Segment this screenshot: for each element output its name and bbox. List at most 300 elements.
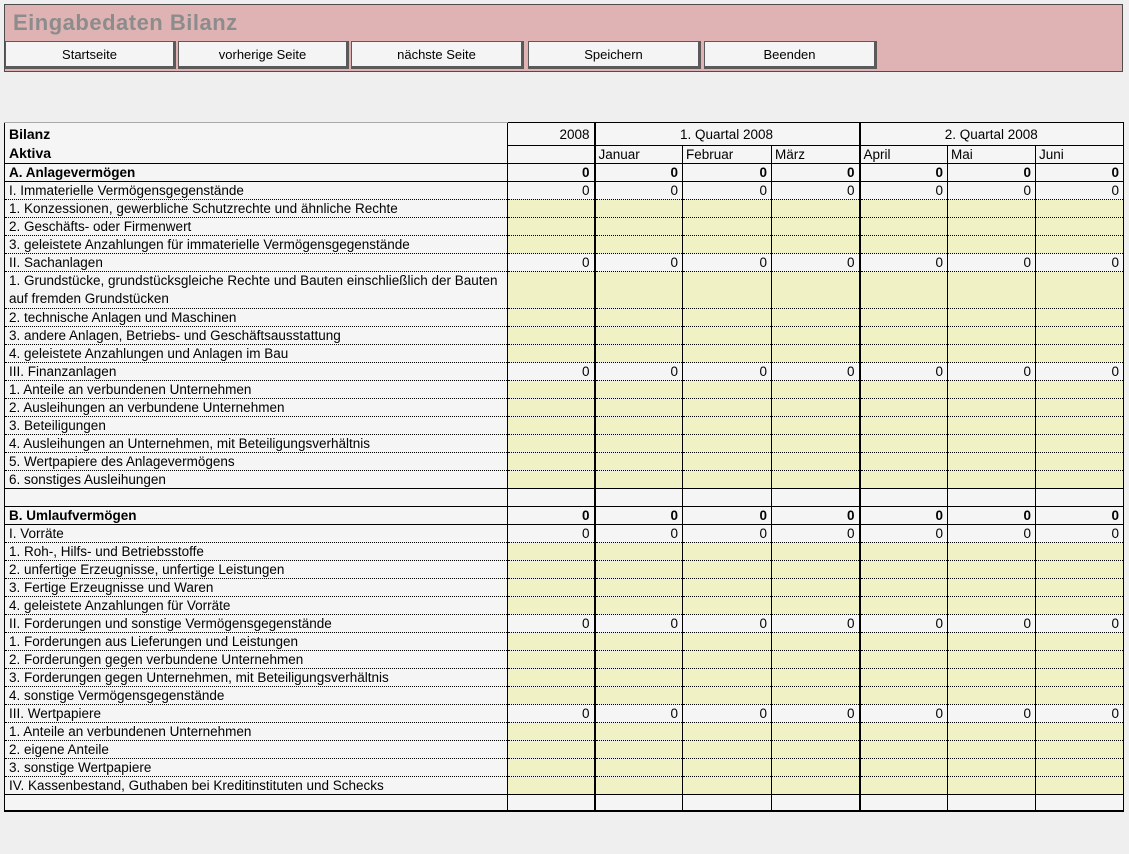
input-cell[interactable] [860,236,948,254]
input-cell[interactable] [1036,777,1124,795]
value-cell: 0 [860,182,948,200]
input-cell[interactable] [1036,399,1124,417]
table-row [5,579,1124,597]
input-cell[interactable] [683,435,772,453]
input-cell[interactable] [1036,543,1124,561]
input-cell[interactable] [1036,272,1124,309]
value-cell [772,795,860,811]
value-cell [508,489,595,507]
value-cell: 0 [948,705,1036,723]
input-cell[interactable] [683,777,772,795]
input-cell[interactable] [508,218,595,236]
input-cell[interactable] [508,435,595,453]
input-cell[interactable] [948,741,1036,759]
value-cell: 0 [683,507,772,525]
input-cell[interactable] [595,597,683,615]
command-panel [4,4,1123,72]
input-cell[interactable] [948,200,1036,218]
value-cell: 0 [948,507,1036,525]
input-cell[interactable] [948,381,1036,399]
input-cell[interactable] [772,597,860,615]
value-cell: 0 [772,615,860,633]
year-header-cell: 2008 [508,123,595,146]
input-cell[interactable] [683,399,772,417]
value-cell [595,795,683,811]
input-cell[interactable] [772,669,860,687]
row-label: B. Umlaufvermögen [5,507,508,525]
input-cell[interactable] [683,236,772,254]
table-row [5,651,1124,669]
input-cell[interactable] [860,741,948,759]
value-cell: 0 [595,164,683,182]
input-cell[interactable] [683,471,772,489]
input-cell[interactable] [683,561,772,579]
row-label: 3. Beteiligungen [5,417,508,435]
input-cell[interactable] [595,777,683,795]
input-cell[interactable] [508,669,595,687]
value-cell: 0 [508,525,595,543]
input-cell[interactable] [772,723,860,741]
sheet-title: Bilanz [9,126,51,142]
input-cell[interactable] [772,561,860,579]
input-cell[interactable] [860,471,948,489]
input-cell[interactable] [772,777,860,795]
input-cell[interactable] [860,399,948,417]
input-cell[interactable] [860,543,948,561]
value-cell: 0 [948,164,1036,182]
table-row [5,723,1124,741]
row-label: III. Wertpapiere [5,705,508,723]
input-cell[interactable] [1036,345,1124,363]
row-label: A. Anlagevermögen [5,164,508,182]
input-cell[interactable] [860,579,948,597]
input-cell[interactable] [772,633,860,651]
value-cell: 0 [508,363,595,381]
input-cell[interactable] [595,471,683,489]
input-cell[interactable] [860,345,948,363]
input-cell[interactable] [772,435,860,453]
value-cell: 0 [860,615,948,633]
value-cell [683,489,772,507]
input-cell[interactable] [683,218,772,236]
value-cell: 0 [1036,182,1124,200]
page-title: Eingabedaten Bilanz [13,10,238,35]
input-cell[interactable] [508,381,595,399]
input-cell[interactable] [1036,417,1124,435]
input-cell[interactable] [948,309,1036,327]
value-cell: 0 [508,705,595,723]
input-cell[interactable] [508,417,595,435]
row-label [5,795,508,811]
value-cell: 0 [860,507,948,525]
input-cell[interactable] [508,723,595,741]
row-label: IV. Kassenbestand, Guthaben bei Kreditinstituten und Schecks [5,777,508,795]
input-cell[interactable] [508,309,595,327]
row-label: 5. Wertpapiere des Anlagevermögens [5,453,508,471]
input-cell[interactable] [683,381,772,399]
input-cell[interactable] [595,272,683,309]
table-row [5,561,1124,579]
input-cell[interactable] [683,669,772,687]
table-row [5,795,1124,811]
sheet-subtitle: Aktiva [9,145,52,161]
row-label: 4. geleistete Anzahlungen und Anlagen im Bau [5,345,508,363]
input-cell[interactable] [1036,381,1124,399]
value-cell [508,795,595,811]
row-label: 4. Ausleihungen an Unternehmen, mit Beteiligungsverhältnis [5,435,508,453]
table-row [5,182,1124,200]
input-cell[interactable] [860,327,948,345]
input-cell[interactable] [595,309,683,327]
value-cell [1036,795,1124,811]
input-cell[interactable] [508,345,595,363]
input-cell[interactable] [860,633,948,651]
row-label: 2. Ausleihungen an verbundene Unternehmen [5,399,508,417]
input-cell[interactable] [595,759,683,777]
input-cell[interactable] [1036,453,1124,471]
input-cell[interactable] [595,236,683,254]
input-cell[interactable] [948,345,1036,363]
table-row [5,272,1124,309]
row-label: II. Forderungen und sonstige Vermögensgegenstände [5,615,508,633]
input-cell[interactable] [508,200,595,218]
value-cell: 0 [595,525,683,543]
input-cell[interactable] [1036,741,1124,759]
table-row [5,543,1124,561]
table-row [5,327,1124,345]
value-cell [595,489,683,507]
input-cell[interactable] [948,272,1036,309]
table-row [5,615,1124,633]
input-cell[interactable] [1036,597,1124,615]
input-cell[interactable] [948,633,1036,651]
input-cell[interactable] [595,669,683,687]
value-cell: 0 [1036,164,1124,182]
input-cell[interactable] [948,723,1036,741]
input-cell[interactable] [948,453,1036,471]
input-cell[interactable] [1036,236,1124,254]
input-cell[interactable] [772,309,860,327]
row-label: 2. unfertige Erzeugnisse, unfertige Leistungen [5,561,508,579]
input-cell[interactable] [948,597,1036,615]
table-row [5,507,1124,525]
input-cell[interactable] [772,272,860,309]
input-cell[interactable] [948,218,1036,236]
save-button[interactable]: Speichern [528,41,701,69]
input-cell[interactable] [948,417,1036,435]
input-cell[interactable] [683,723,772,741]
input-cell[interactable] [1036,687,1124,705]
input-cell[interactable] [508,471,595,489]
input-cell[interactable] [683,272,772,309]
value-cell: 0 [508,182,595,200]
input-cell[interactable] [508,759,595,777]
table-row [5,363,1124,381]
value-cell [860,795,948,811]
input-cell[interactable] [683,417,772,435]
row-label: 2. technische Anlagen und Maschinen [5,309,508,327]
row-label [5,489,508,507]
input-cell[interactable] [683,633,772,651]
row-label: 2. Forderungen gegen verbundene Unternehmen [5,651,508,669]
input-cell[interactable] [948,236,1036,254]
input-cell[interactable] [1036,759,1124,777]
value-cell: 0 [860,705,948,723]
month-header-cell: Februar [683,146,772,164]
row-label: 3. sonstige Wertpapiere [5,759,508,777]
input-cell[interactable] [860,272,948,309]
value-cell: 0 [508,254,595,272]
input-cell[interactable] [508,236,595,254]
row-label: 1. Grundstücke, grundstücksgleiche Rechte und Bauten einschließlich der Bauten auf fremden Grundstücken [5,272,508,309]
row-label: 1. Anteile an verbundenen Unternehmen [5,723,508,741]
input-cell[interactable] [595,579,683,597]
input-cell[interactable] [595,417,683,435]
value-cell: 0 [683,164,772,182]
input-cell[interactable] [595,218,683,236]
value-cell: 0 [772,363,860,381]
value-cell: 0 [772,254,860,272]
row-label: 1. Forderungen aus Lieferungen und Leistungen [5,633,508,651]
input-cell[interactable] [1036,561,1124,579]
input-cell[interactable] [683,741,772,759]
value-cell: 0 [948,525,1036,543]
value-cell: 0 [595,363,683,381]
table-row [5,705,1124,723]
input-cell[interactable] [683,759,772,777]
table-row [5,453,1124,471]
value-cell: 0 [1036,254,1124,272]
value-cell [948,489,1036,507]
input-cell[interactable] [595,345,683,363]
input-cell[interactable] [1036,471,1124,489]
input-cell[interactable] [1036,633,1124,651]
input-cell[interactable] [860,200,948,218]
input-cell[interactable] [860,669,948,687]
value-cell: 0 [683,182,772,200]
table-row [5,687,1124,705]
input-cell[interactable] [595,399,683,417]
table-row [5,254,1124,272]
input-cell[interactable] [860,435,948,453]
input-cell[interactable] [595,200,683,218]
value-cell: 0 [595,615,683,633]
input-cell[interactable] [772,200,860,218]
row-label: 3. geleistete Anzahlungen für immaterielle Vermögensgegenstände [5,236,508,254]
input-cell[interactable] [772,345,860,363]
input-cell[interactable] [860,687,948,705]
input-cell[interactable] [595,453,683,471]
row-label: 2. Geschäfts- oder Firmenwert [5,218,508,236]
input-cell[interactable] [683,200,772,218]
input-cell[interactable] [595,327,683,345]
value-cell: 0 [948,182,1036,200]
table-row [5,381,1124,399]
next-page-button[interactable]: nächste Seite [351,41,524,69]
input-cell[interactable] [772,381,860,399]
input-cell[interactable] [860,723,948,741]
input-cell[interactable] [683,579,772,597]
input-cell[interactable] [683,543,772,561]
input-cell[interactable] [595,741,683,759]
input-cell[interactable] [1036,723,1124,741]
input-cell[interactable] [1036,579,1124,597]
input-cell[interactable] [595,687,683,705]
input-cell[interactable] [772,651,860,669]
input-cell[interactable] [595,435,683,453]
input-cell[interactable] [860,651,948,669]
input-cell[interactable] [860,381,948,399]
input-cell[interactable] [1036,327,1124,345]
year-spacer-cell [508,146,595,164]
input-cell[interactable] [860,777,948,795]
input-cell[interactable] [595,651,683,669]
input-cell[interactable] [508,453,595,471]
input-cell[interactable] [860,218,948,236]
input-cell[interactable] [508,399,595,417]
table-row [5,669,1124,687]
input-cell[interactable] [772,759,860,777]
row-label: 1. Anteile an verbundenen Unternehmen [5,381,508,399]
input-cell[interactable] [595,543,683,561]
row-label: 3. Fertige Erzeugnisse und Waren [5,579,508,597]
input-cell[interactable] [948,669,1036,687]
input-cell[interactable] [948,777,1036,795]
input-cell[interactable] [772,741,860,759]
input-cell[interactable] [948,579,1036,597]
input-cell[interactable] [948,327,1036,345]
input-cell[interactable] [683,453,772,471]
input-cell[interactable] [772,579,860,597]
input-cell[interactable] [508,687,595,705]
input-cell[interactable] [1036,200,1124,218]
value-cell [683,795,772,811]
input-cell[interactable] [860,417,948,435]
row-label: II. Sachanlagen [5,254,508,272]
input-cell[interactable] [948,543,1036,561]
previous-page-button[interactable]: vorherige Seite [178,41,349,69]
month-header-cell: Januar [595,146,683,164]
input-cell[interactable] [772,327,860,345]
value-cell: 0 [508,164,595,182]
input-cell[interactable] [595,723,683,741]
input-cell[interactable] [508,597,595,615]
input-cell[interactable] [860,597,948,615]
input-cell[interactable] [508,777,595,795]
value-cell: 0 [948,615,1036,633]
value-cell: 0 [1036,705,1124,723]
row-label: III. Finanzanlagen [5,363,508,381]
input-cell[interactable] [948,687,1036,705]
table-row [5,597,1124,615]
input-cell[interactable] [508,561,595,579]
table-row [5,399,1124,417]
value-cell: 0 [772,182,860,200]
value-cell [772,489,860,507]
row-label: I. Vorräte [5,525,508,543]
value-cell: 0 [948,254,1036,272]
value-cell: 0 [860,254,948,272]
value-cell: 0 [772,705,860,723]
input-cell[interactable] [683,345,772,363]
value-cell: 0 [508,615,595,633]
value-cell: 0 [683,254,772,272]
input-cell[interactable] [860,309,948,327]
value-cell: 0 [683,525,772,543]
input-cell[interactable] [1036,651,1124,669]
input-cell[interactable] [772,236,860,254]
month-header-cell: März [772,146,860,164]
input-cell[interactable] [508,633,595,651]
input-cell[interactable] [683,327,772,345]
input-cell[interactable] [948,561,1036,579]
table-row [5,489,1124,507]
input-cell[interactable] [683,597,772,615]
input-cell[interactable] [595,633,683,651]
input-cell[interactable] [772,218,860,236]
input-cell[interactable] [595,381,683,399]
table-row [5,777,1124,795]
month-header-cell: April [860,146,948,164]
input-cell[interactable] [1036,435,1124,453]
value-cell: 0 [1036,615,1124,633]
input-cell[interactable] [508,327,595,345]
input-cell[interactable] [860,561,948,579]
value-cell: 0 [1036,525,1124,543]
input-cell[interactable] [683,309,772,327]
input-cell[interactable] [1036,218,1124,236]
row-label: 1. Roh-, Hilfs- und Betriebsstoffe [5,543,508,561]
input-cell[interactable] [772,687,860,705]
exit-button[interactable]: Beenden [704,41,877,69]
value-cell: 0 [772,507,860,525]
quarter-header-cell: 2. Quartal 2008 [860,123,1124,146]
input-cell[interactable] [948,399,1036,417]
table-row [5,471,1124,489]
value-cell [860,489,948,507]
value-cell: 0 [1036,363,1124,381]
input-cell[interactable] [508,272,595,309]
row-label: 6. sonstiges Ausleihungen [5,471,508,489]
input-cell[interactable] [1036,309,1124,327]
input-cell[interactable] [508,741,595,759]
input-cell[interactable] [860,759,948,777]
input-cell[interactable] [772,471,860,489]
input-cell[interactable] [508,543,595,561]
input-cell[interactable] [772,543,860,561]
input-cell[interactable] [948,471,1036,489]
month-header-cell: Juni [1036,146,1124,164]
input-cell[interactable] [772,417,860,435]
input-cell[interactable] [683,687,772,705]
home-button[interactable]: Startseite [5,41,176,69]
input-cell[interactable] [772,399,860,417]
input-cell[interactable] [595,561,683,579]
input-cell[interactable] [860,453,948,471]
value-cell: 0 [595,254,683,272]
input-cell[interactable] [1036,669,1124,687]
input-cell[interactable] [683,651,772,669]
value-cell: 0 [860,525,948,543]
value-cell: 0 [772,164,860,182]
input-cell[interactable] [948,651,1036,669]
input-cell[interactable] [948,759,1036,777]
input-cell[interactable] [948,435,1036,453]
input-cell[interactable] [772,453,860,471]
input-cell[interactable] [508,651,595,669]
value-cell: 0 [1036,507,1124,525]
input-cell[interactable] [508,579,595,597]
